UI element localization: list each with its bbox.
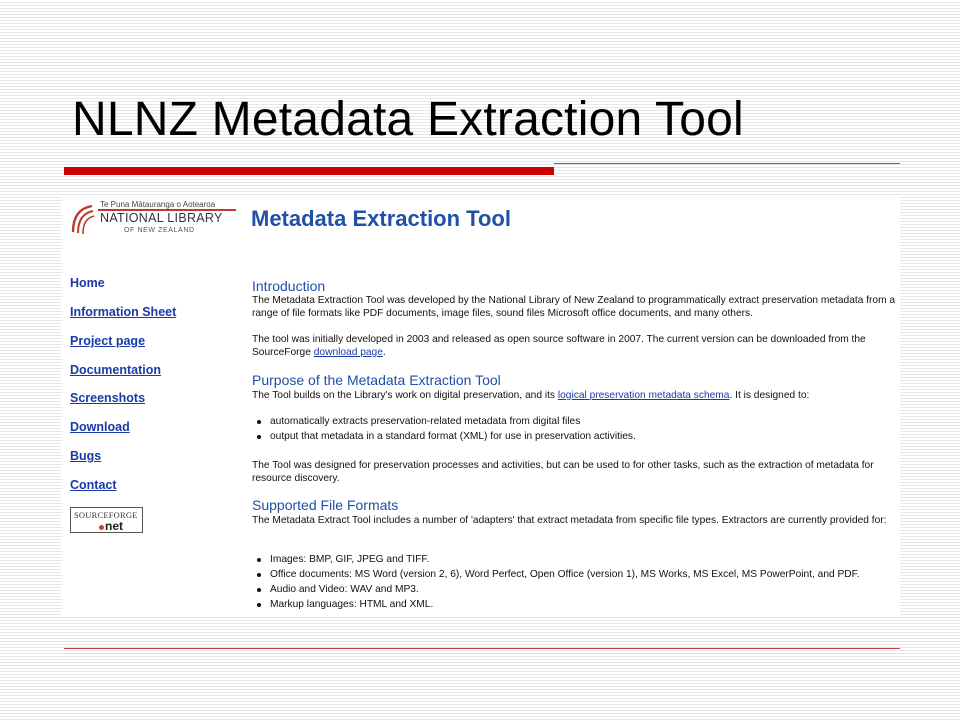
website-screenshot [62, 196, 900, 616]
purpose-text: The Tool builds on the Library's work on digital preservation, and its [252, 390, 556, 401]
sourceforge-label: SOURCEFORGE [74, 510, 138, 520]
metadata-schema-link[interactable]: logical preservation metadata schema [557, 390, 730, 401]
list-item: Audio and Video: WAV and MP3. [252, 582, 860, 597]
purpose-text-end: . It is designed to: [729, 390, 810, 401]
sourceforge-dot-icon [99, 525, 104, 530]
title-accent-bar [64, 167, 554, 175]
nav-screenshots[interactable]: Screenshots [70, 391, 146, 405]
list-item: Markup languages: HTML and XML. [252, 597, 860, 612]
introduction-heading: Introduction [252, 278, 326, 294]
page-heading: Metadata Extraction Tool [251, 206, 511, 231]
download-page-link[interactable]: download page [313, 347, 383, 358]
logo-name: NATIONAL LIBRARY [100, 211, 223, 225]
formats-list [252, 552, 860, 612]
download-paragraph [252, 333, 897, 359]
list-item: output that metadata in a standard format (XML) for use in preservation activities. [252, 429, 636, 444]
purpose-heading: Purpose of the Metadata Extraction Tool [252, 372, 501, 388]
national-library-logo[interactable] [70, 200, 235, 242]
formats-paragraph: The Metadata Extract Tool includes a number of 'adapters' that extract metadata from specific file types. Extractors are currently provided for: [252, 515, 887, 526]
nav-project-page[interactable]: Project page [70, 334, 146, 348]
list-item: Office documents: MS Word (version 2, 6), Word Perfect, Open Office (version 1), MS Works, MS Excel, MS PowerPoint, and PDF. [252, 567, 860, 582]
list-item: automatically extracts preservation-related metadata from digital files [252, 414, 636, 429]
sourceforge-net-label: net [105, 519, 123, 533]
nav-information-sheet[interactable]: Information Sheet [70, 305, 177, 319]
koru-logo-icon [70, 202, 96, 236]
nav-documentation[interactable]: Documentation [70, 363, 161, 377]
footer-divider-line [64, 648, 900, 649]
introduction-paragraph: The Metadata Extraction Tool was developed by the National Library of New Zealand to programmatically extract preservation metadata from a range of file formats like PDF documents, image files, sound files Microsoft office documents, and many others. [252, 295, 896, 319]
download-text: The tool was initially developed in 2003 and released as open source software in 2007. The current version can be downloaded from the SourceForge [252, 334, 866, 358]
nav-download[interactable]: Download [70, 420, 130, 434]
formats-heading: Supported File Formats [252, 497, 399, 513]
title-divider-line [554, 163, 900, 164]
logo-tagline: Te Puna Mātauranga o Aotearoa [100, 200, 216, 209]
purpose-note: The Tool was designed for preservation processes and activities, but can be used to for other tasks, such as the extraction of metadata for resource discovery. [252, 460, 874, 484]
nav-home[interactable]: Home [70, 276, 105, 290]
purpose-list [252, 414, 636, 444]
download-text-end: . [382, 347, 386, 358]
nav-bugs[interactable]: Bugs [70, 449, 102, 463]
slide-title: NLNZ Metadata Extraction Tool [72, 93, 744, 146]
logo-subname: OF NEW ZEALAND [124, 227, 195, 234]
purpose-paragraph [252, 389, 897, 402]
sourceforge-badge[interactable] [70, 507, 143, 533]
list-item: Images: BMP, GIF, JPEG and TIFF. [252, 552, 860, 567]
nav-contact[interactable]: Contact [70, 478, 117, 492]
